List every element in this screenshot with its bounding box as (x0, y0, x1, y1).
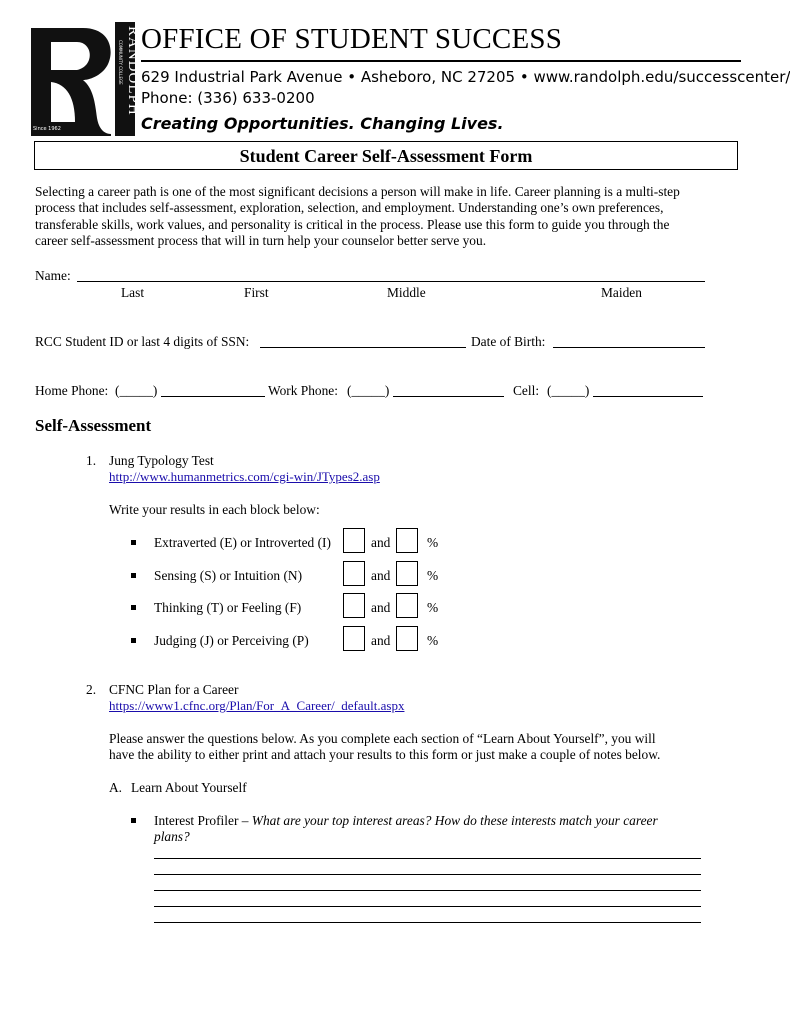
and-text: and (371, 535, 391, 550)
interest-profiler-prompt-cont: plans? (154, 829, 190, 844)
office-phone: Phone: (336) 633-0200 (141, 89, 315, 107)
office-address: 629 Industrial Park Avenue • Asheboro, NC 27205 • www.randolph.edu/successcenter/ (141, 68, 790, 86)
tagline: Creating Opportunities. Changing Lives. (141, 114, 504, 133)
bullet-icon (131, 818, 136, 823)
and-text: and (371, 600, 391, 615)
home-phone-field[interactable] (161, 396, 265, 397)
name-label: Name: (35, 268, 71, 283)
answer-line[interactable] (154, 906, 701, 907)
jung-percent-box[interactable] (396, 593, 418, 618)
bullet-icon (131, 638, 136, 643)
name-last-label: Last (121, 285, 145, 300)
bullet-icon (131, 540, 136, 545)
intro-line: process that includes self-assessment, exploration, selection, and employment. Understanding one’s own preferences, (35, 200, 664, 216)
bullet-icon (131, 573, 136, 578)
and-text: and (371, 633, 391, 648)
item-number: 2. (86, 682, 97, 697)
form-title: Student Career Self-Assessment Form (239, 146, 533, 166)
jung-letter-box[interactable] (343, 528, 365, 553)
home-phone-area-code[interactable]: (_____) (115, 383, 158, 398)
home-phone-label: Home Phone: (35, 383, 109, 398)
jung-row-label: Sensing (S) or Intuition (N) (154, 568, 303, 583)
jung-row-label: Judging (J) or Perceiving (P) (154, 633, 309, 648)
answer-line[interactable] (154, 874, 701, 875)
jung-letter-box[interactable] (343, 593, 365, 618)
cell-label: Cell: (513, 383, 540, 398)
work-phone-area-code[interactable]: (_____) (347, 383, 390, 398)
jung-instruction: Write your results in each block below: (109, 502, 320, 517)
intro-paragraph (35, 184, 715, 250)
jung-percent-box[interactable] (396, 561, 418, 586)
percent-sign: % (427, 568, 439, 583)
jung-percent-box[interactable] (396, 626, 418, 651)
name-first-label: First (244, 285, 269, 300)
dob-field[interactable] (553, 347, 705, 348)
cell-field[interactable] (593, 396, 703, 397)
sub-letter: A. (109, 780, 123, 795)
name-field[interactable] (77, 281, 705, 282)
office-title: OFFICE OF STUDENT SUCCESS (141, 23, 563, 55)
work-phone-label: Work Phone: (268, 383, 338, 398)
name-maiden-label: Maiden (601, 285, 642, 300)
cfnc-instruction-line: Please answer the questions below. As you complete each section of “Learn About Yourself”, you will (109, 731, 656, 746)
svg-text:COMMUNITY COLLEGE: COMMUNITY COLLEGE (118, 40, 123, 85)
answer-line[interactable] (154, 890, 701, 891)
jung-percent-box[interactable] (396, 528, 418, 553)
jung-row-label: Extraverted (E) or Introverted (I) (154, 535, 331, 550)
jung-letter-box[interactable] (343, 626, 365, 651)
section-heading: Self-Assessment (35, 416, 152, 435)
svg-text:Since 1962: Since 1962 (33, 126, 61, 132)
cfnc-title: CFNC Plan for a Career (109, 682, 239, 697)
svg-text:RANDOLPH: RANDOLPH (125, 26, 141, 116)
college-logo (27, 22, 141, 136)
answer-line[interactable] (154, 858, 701, 859)
intro-line: Selecting a career path is one of the most significant decisions a person will make in life. Career planning is a multi-step (35, 184, 680, 199)
learn-about-yourself-title: Learn About Yourself (131, 780, 247, 795)
dob-label: Date of Birth: (471, 334, 546, 349)
intro-line: career self-assessment process that will in turn help your counselor better serve you. (35, 233, 487, 249)
jung-test-link[interactable]: http://www.humanmetrics.com/cgi-win/JTypes2.asp (109, 469, 380, 484)
jung-test-title: Jung Typology Test (109, 453, 214, 468)
answer-line[interactable] (154, 922, 701, 923)
item-number: 1. (86, 453, 97, 468)
cfnc-instruction-line: have the ability to either print and attach your results to this form or just make a couple of notes below. (109, 747, 661, 762)
interest-profiler-question-cont (154, 829, 190, 845)
header-divider (141, 60, 741, 62)
cfnc-link[interactable]: https://www1.cfnc.org/Plan/For_A_Career/_default.aspx (109, 698, 405, 713)
percent-sign: % (427, 600, 439, 615)
work-phone-field[interactable] (393, 396, 504, 397)
interest-profiler-label: Interest Profiler – (154, 813, 252, 828)
and-text: and (371, 568, 391, 583)
student-id-label: RCC Student ID or last 4 digits of SSN: (35, 334, 250, 349)
jung-row-label: Thinking (T) or Feeling (F) (154, 600, 302, 615)
form-title-box (34, 141, 738, 170)
intro-line: transferable skills, work values, and personality is critical in the process. Please use this form to guide you through the (35, 216, 670, 232)
interest-profiler-question (154, 813, 658, 829)
jung-letter-box[interactable] (343, 561, 365, 586)
percent-sign: % (427, 633, 439, 648)
percent-sign: % (427, 535, 439, 550)
bullet-icon (131, 605, 136, 610)
student-id-field[interactable] (260, 347, 466, 348)
interest-profiler-prompt: What are your top interest areas? How do these interests match your career (251, 813, 658, 828)
cell-area-code[interactable]: (_____) (547, 383, 590, 398)
name-middle-label: Middle (387, 285, 426, 300)
